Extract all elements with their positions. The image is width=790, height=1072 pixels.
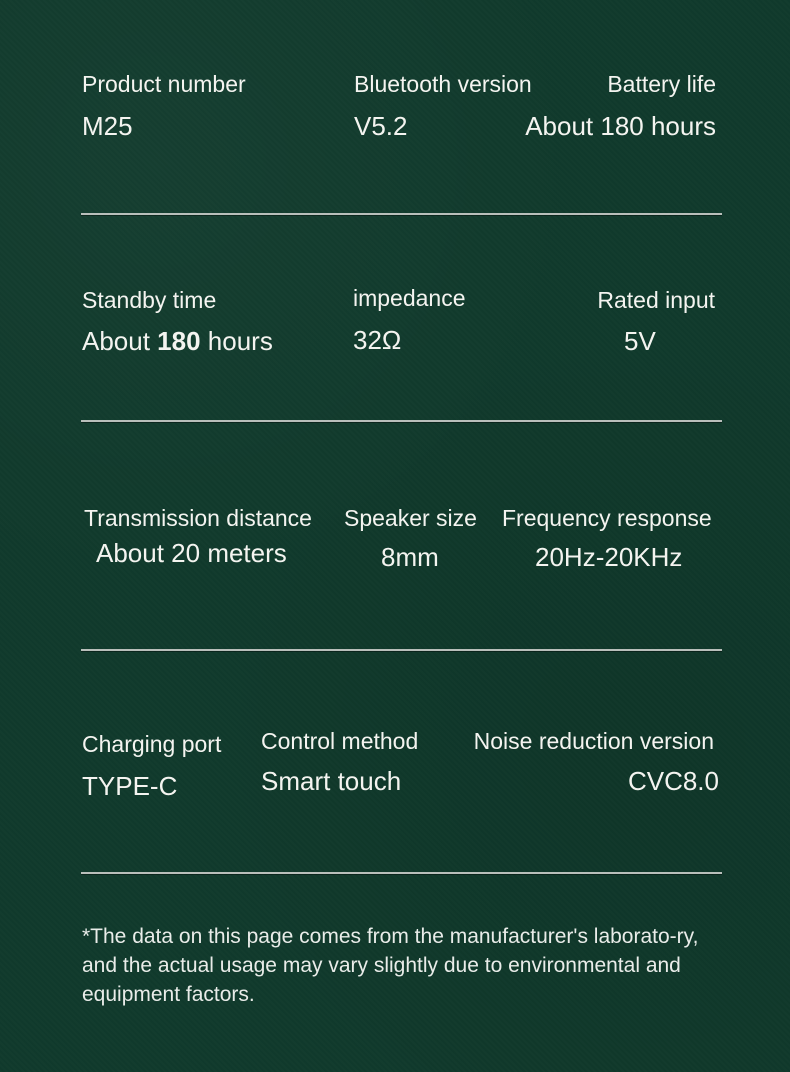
control-method-value: Smart touch bbox=[261, 766, 402, 796]
impedance-label: impedance bbox=[353, 285, 466, 311]
divider-4 bbox=[81, 872, 722, 874]
standby-time-value-prefix: About bbox=[82, 326, 158, 356]
divider-3 bbox=[81, 649, 722, 651]
product-number-value: M25 bbox=[82, 111, 133, 141]
battery-life-value: About 180 hours bbox=[525, 111, 716, 141]
control-method-label: Control method bbox=[261, 728, 419, 754]
product-number-label: Product number bbox=[82, 71, 246, 97]
noise-reduction-version-value: CVC8.0 bbox=[627, 766, 719, 796]
divider-2 bbox=[81, 420, 722, 422]
speaker-size-label: Speaker size bbox=[344, 505, 477, 531]
transmission-distance-label: Transmission distance bbox=[84, 505, 312, 531]
transmission-distance-value: About 20 meters bbox=[96, 538, 287, 568]
standby-time-value-number: 180 bbox=[157, 326, 201, 356]
charging-port-label: Charging port bbox=[82, 731, 222, 757]
speaker-size-value: 8mm bbox=[381, 542, 439, 572]
frequency-response-label: Frequency response bbox=[502, 505, 712, 531]
standby-time-value-suffix: hours bbox=[200, 326, 273, 356]
noise-reduction-version-label: Noise reduction version bbox=[473, 728, 714, 754]
divider-1 bbox=[81, 213, 722, 215]
disclaimer-footnote: *The data on this page comes from the manufacturer's laborato-ry, and the actual usage may vary slightly due to environmental and equipment factors. bbox=[82, 925, 699, 1006]
charging-port-value: TYPE-C bbox=[82, 771, 178, 801]
impedance-value: 32Ω bbox=[353, 325, 402, 355]
bluetooth-version-value: V5.2 bbox=[354, 111, 408, 141]
battery-life-label: Battery life bbox=[607, 71, 716, 97]
bluetooth-version-label: Bluetooth version bbox=[354, 71, 532, 97]
rated-input-value: 5V bbox=[624, 326, 656, 356]
frequency-response-value: 20Hz-20KHz bbox=[535, 542, 683, 572]
standby-time-value bbox=[82, 328, 273, 354]
standby-time-label: Standby time bbox=[82, 287, 217, 313]
rated-input-label: Rated input bbox=[597, 287, 715, 313]
